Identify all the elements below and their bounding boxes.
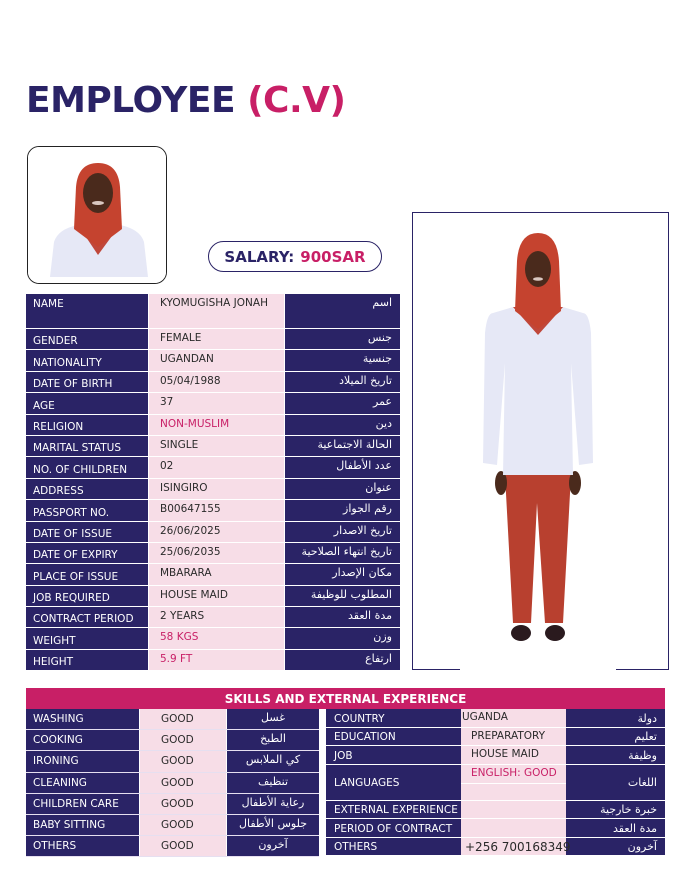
title-main: EMPLOYEE — [26, 80, 236, 121]
info-value: 26/06/2025 — [148, 522, 285, 542]
skill-level: GOOD — [139, 836, 227, 856]
info-row-job-required — [26, 586, 400, 607]
info-arabic-label: عمر — [285, 393, 400, 413]
personal-info-table — [26, 294, 400, 671]
info-row-religion — [26, 415, 400, 436]
skill-label: CLEANING — [26, 773, 139, 793]
skill-arabic-label: الطبخ — [227, 730, 319, 750]
skill-level: GOOD — [139, 773, 227, 793]
experience-label: LANGUAGES — [326, 765, 461, 800]
experience-row-country — [326, 709, 665, 728]
info-label: AGE — [26, 393, 148, 413]
experience-row-external-experience — [326, 801, 665, 820]
info-label: PASSPORT NO. — [26, 500, 148, 520]
skill-label: CHILDREN CARE — [26, 794, 139, 814]
headshot-image-icon — [28, 147, 167, 284]
salary-label: SALARY: — [224, 247, 295, 266]
experience-row-others — [326, 838, 665, 857]
experience-value — [461, 819, 566, 837]
info-value: FEMALE — [148, 329, 285, 349]
experience-row-job — [326, 746, 665, 765]
info-arabic-label: وزن — [285, 628, 400, 648]
cell-divider — [461, 783, 566, 785]
frame-bottom-right — [616, 669, 668, 671]
info-value: B00647155 — [148, 500, 285, 520]
info-value: SINGLE — [148, 436, 285, 456]
info-value: 5.9 FT — [148, 650, 285, 670]
skill-label: BABY SITTING — [26, 815, 139, 835]
experience-arabic-label: خبرة خارجية — [566, 801, 665, 819]
experience-arabic-label: دولة — [566, 709, 665, 727]
experience-label: PERIOD OF CONTRACT — [326, 819, 461, 837]
info-arabic-label: تاريخ الميلاد — [285, 372, 400, 392]
experience-label: JOB — [326, 746, 461, 764]
experience-value: UGANDA — [461, 709, 566, 727]
info-row-date-of-expiry — [26, 543, 400, 564]
experience-arabic-label: آخرون — [566, 838, 665, 856]
info-row-gender — [26, 329, 400, 350]
experience-row-education — [326, 728, 665, 747]
experience-label: OTHERS — [326, 838, 461, 856]
info-value: 05/04/1988 — [148, 372, 285, 392]
skill-label: OTHERS — [26, 836, 139, 856]
experience-arabic-label: وظيفة — [566, 746, 665, 764]
full-body-image-icon — [413, 213, 667, 669]
skills-section-header: SKILLS AND EXTERNAL EXPERIENCE — [26, 688, 665, 709]
info-label: JOB REQUIRED — [26, 586, 148, 606]
info-row-passport-no — [26, 500, 400, 521]
skill-label: IRONING — [26, 751, 139, 771]
info-label: NATIONALITY — [26, 350, 148, 370]
info-arabic-label: تاريخ الاصدار — [285, 522, 400, 542]
info-arabic-label: جنسية — [285, 350, 400, 370]
info-value: ISINGIRO — [148, 479, 285, 499]
info-row-marital-status — [26, 436, 400, 457]
experience-table — [326, 709, 665, 856]
experience-value — [461, 765, 566, 800]
info-arabic-label: دين — [285, 415, 400, 435]
info-value: HOUSE MAID — [148, 586, 285, 606]
skill-row-baby-sitting — [26, 815, 319, 836]
info-value: UGANDAN — [148, 350, 285, 370]
info-value: 02 — [148, 457, 285, 477]
skill-arabic-label: جلوس الأطفال — [227, 815, 319, 835]
info-label: NAME — [26, 294, 148, 328]
info-label: WEIGHT — [26, 628, 148, 648]
info-arabic-label: ارتفاع — [285, 650, 400, 670]
info-row-height — [26, 650, 400, 671]
experience-row-languages — [326, 765, 665, 801]
skill-row-others — [26, 836, 319, 857]
skill-row-cooking — [26, 730, 319, 751]
info-label: NO. OF CHILDREN — [26, 457, 148, 477]
salary-badge — [208, 241, 382, 272]
skill-level: GOOD — [139, 709, 227, 729]
skill-arabic-label: تنظيف — [227, 773, 319, 793]
info-arabic-label: عنوان — [285, 479, 400, 499]
info-arabic-label: جنس — [285, 329, 400, 349]
skill-row-children-care — [26, 794, 319, 815]
info-arabic-label: مدة العقد — [285, 607, 400, 627]
skill-row-washing — [26, 709, 319, 730]
info-label: DATE OF BIRTH — [26, 372, 148, 392]
page-title — [26, 80, 345, 121]
info-value: MBARARA — [148, 564, 285, 584]
info-value: 25/06/2035 — [148, 543, 285, 563]
info-row-age — [26, 393, 400, 414]
info-row-nationality — [26, 350, 400, 371]
experience-label: COUNTRY — [326, 709, 461, 727]
info-label: RELIGION — [26, 415, 148, 435]
language-value: ENGLISH: GOOD — [471, 766, 557, 779]
info-row-date-of-issue — [26, 522, 400, 543]
info-label: CONTRACT PERIOD — [26, 607, 148, 627]
info-label: MARITAL STATUS — [26, 436, 148, 456]
info-arabic-label: تاريخ انتهاء الصلاحية — [285, 543, 400, 563]
skill-level: GOOD — [139, 751, 227, 771]
info-label: DATE OF ISSUE — [26, 522, 148, 542]
skill-arabic-label: آخرون — [227, 836, 319, 856]
info-row-name — [26, 294, 400, 329]
info-row-address — [26, 479, 400, 500]
info-value: NON-MUSLIM — [148, 415, 285, 435]
experience-arabic-label: اللغات — [566, 765, 665, 800]
experience-arabic-label: تعليم — [566, 728, 665, 746]
skill-level: GOOD — [139, 815, 227, 835]
salary-value: 900SAR — [300, 247, 366, 266]
experience-value — [461, 801, 566, 819]
full-body-photo — [412, 212, 669, 670]
info-arabic-label: عدد الأطفال — [285, 457, 400, 477]
skill-arabic-label: رعاية الأطفال — [227, 794, 319, 814]
experience-label: EXTERNAL EXPERIENCE — [326, 801, 461, 819]
headshot-photo — [27, 146, 167, 284]
info-arabic-label: مكان الإصدار — [285, 564, 400, 584]
info-value: 37 — [148, 393, 285, 413]
skill-label: WASHING — [26, 709, 139, 729]
skill-row-cleaning — [26, 773, 319, 794]
info-label: GENDER — [26, 329, 148, 349]
info-value: KYOMUGISHA JONAH — [148, 294, 285, 328]
info-row-date-of-birth — [26, 372, 400, 393]
info-row-contract-period — [26, 607, 400, 628]
info-label: PLACE OF ISSUE — [26, 564, 148, 584]
info-row-weight — [26, 628, 400, 649]
info-label: HEIGHT — [26, 650, 148, 670]
info-arabic-label: المطلوب للوظيفة — [285, 586, 400, 606]
experience-arabic-label: مدة العقد — [566, 819, 665, 837]
skills-table — [26, 709, 319, 857]
info-arabic-label: اسم — [285, 294, 400, 328]
frame-bottom-left — [413, 669, 460, 671]
info-value: 2 YEARS — [148, 607, 285, 627]
info-arabic-label: الحالة الاجتماعية — [285, 436, 400, 456]
skill-arabic-label: غسل — [227, 709, 319, 729]
experience-value: HOUSE MAID — [461, 746, 566, 764]
experience-value: PREPARATORY — [461, 728, 566, 746]
experience-row-period-of-contract — [326, 819, 665, 838]
info-label: DATE OF EXPIRY — [26, 543, 148, 563]
info-row-children — [26, 457, 400, 478]
info-row-place-of-issue — [26, 564, 400, 585]
info-arabic-label: رقم الجواز — [285, 500, 400, 520]
skill-label: COOKING — [26, 730, 139, 750]
experience-value: +256 700168349 — [461, 838, 566, 856]
skill-row-ironing — [26, 751, 319, 772]
skill-level: GOOD — [139, 794, 227, 814]
experience-label: EDUCATION — [326, 728, 461, 746]
info-label: ADDRESS — [26, 479, 148, 499]
info-value: 58 KGS — [148, 628, 285, 648]
skill-level: GOOD — [139, 730, 227, 750]
skill-arabic-label: كي الملابس — [227, 751, 319, 771]
title-accent: (C.V) — [247, 80, 346, 121]
